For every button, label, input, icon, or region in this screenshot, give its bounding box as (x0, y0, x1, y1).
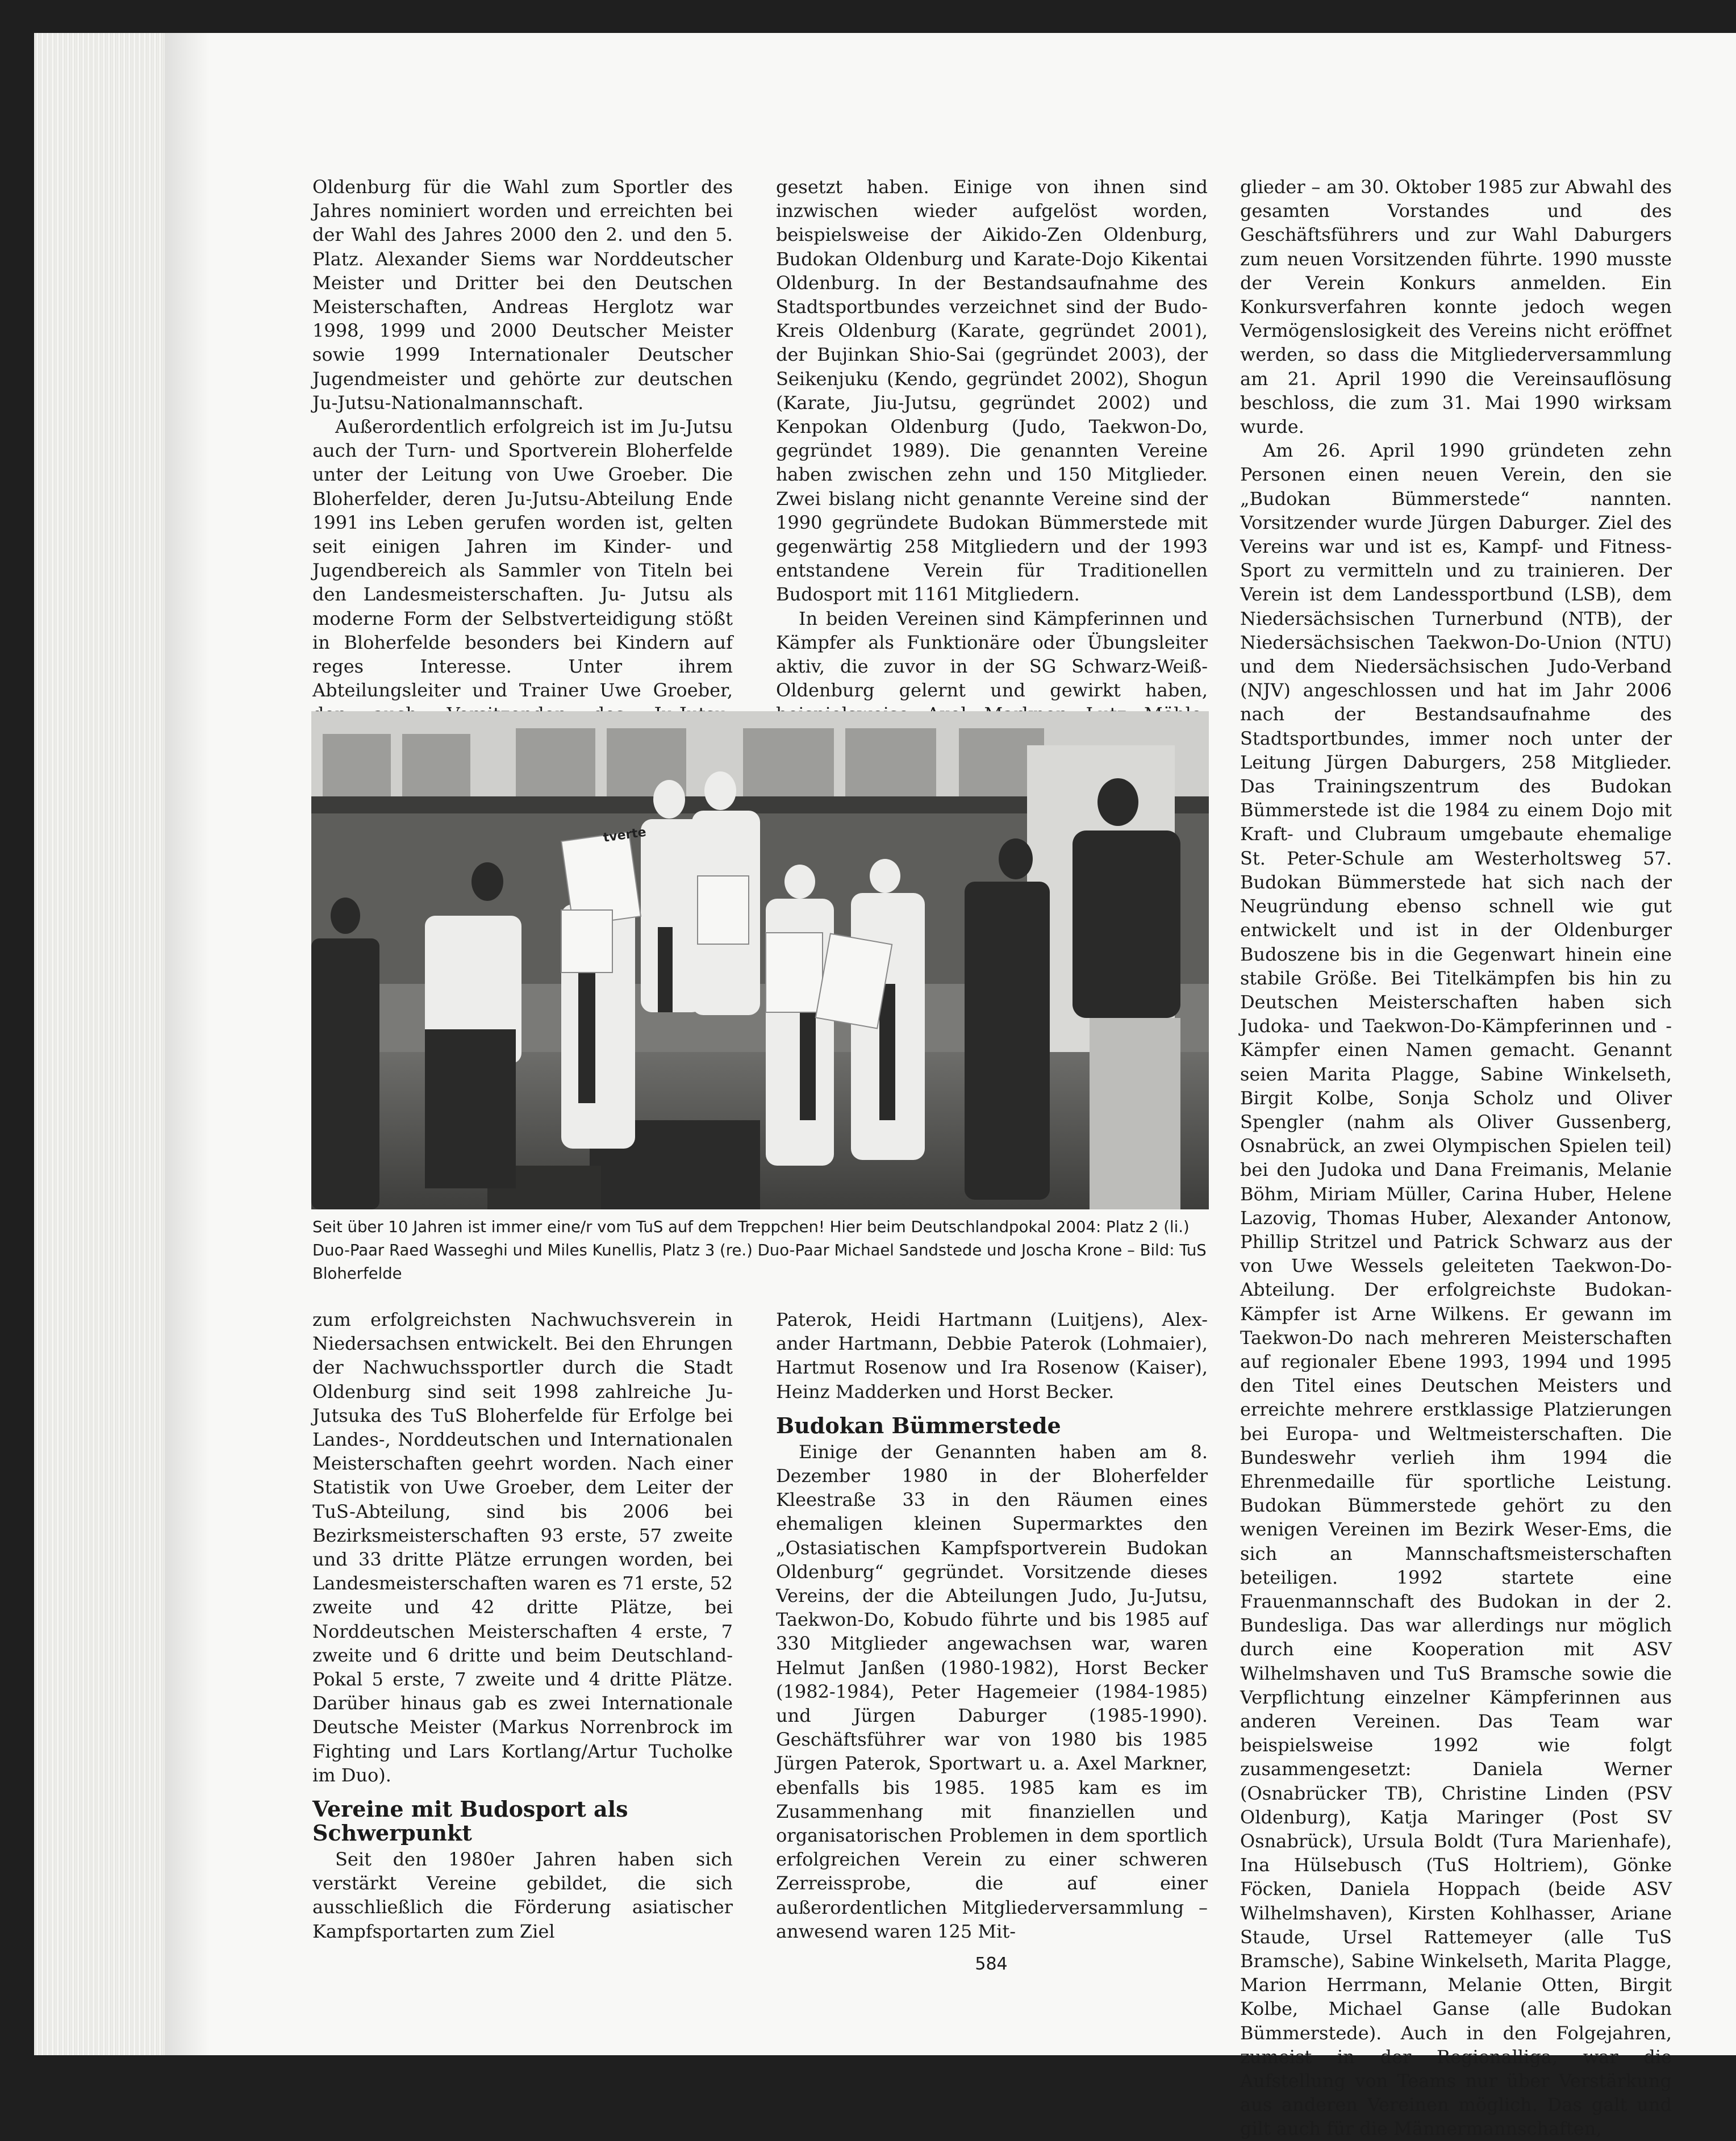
column-2-top (776, 175, 1208, 750)
paragraph: Einige der Genannten haben am 8. Dezember 1980 in der Bloherfelder Kleestraße 33 in den Räumen eines ehemaligen kleinen Supermarktes den „Ostasiatischen Kampfsportverein Budokan Oldenburg“ gegründet. Vorsitzende dieses Vereins, der die Abteilungen Judo, Ju-Jutsu, Taekwon-Do, Kobudo führte und bis 1985 auf 330 Mitglieder angewachsen war, waren Helmut Janßen (1980-1982), Horst Becker (1982-1984), Peter Hagemeier (1984-1985) und Jürgen Daburger (1985-1990). Geschäftsführer war von 1980 bis 1985 Jürgen Paterok, Sportwart u. a. Axel Markner, ebenfalls bis 1985. 1985 kam es im Zusammenhang mit finanziellen und organisatorischen Problemen in dem sportlich erfolgreichen Verein zu einer schweren Zerreissprobe, die auf einer außerordentlichen Mitgliederversammlung – anwesend waren 125 Mit- (776, 1441, 1208, 1942)
paragraph: Außerordentlich erfolgreich ist im Ju-Jutsu auch der Turn- und Sportverein Bloherfelde unter der Leitung von Uwe Groeber. Die Bloherfelder, deren Ju-Jutsu-Abteilung Ende 1991 ins Leben gerufen worden ist, gelten seit einigen Jahren im Kinder- und Jugendbereich als Sammler von Titeln bei den Landesmeisterschaften. Ju- Jutsu als moderne Form der Selbstverteidigung stößt in Bloherfelde besonders bei Kindern auf reges Interesse. Unter ihrem Abteilungsleiter und Trainer Uwe Groeber, (312, 416, 733, 702)
paragraph: Seit den 1980er Jahren haben sich verstärkt Vereine gebildet, die sich ausschließlich die Förderung asiatischer Kampfsportarten zum Ziel (312, 1848, 733, 1942)
photo-illustration (311, 711, 1209, 1209)
gutter-shadow (165, 33, 210, 2055)
book-page-edges (34, 33, 165, 2055)
paragraph: gesetzt haben. Einige von ihnen sind inzwischen wieder aufgelöst worden, beispielsweise der Aikido-Zen Oldenburg, Budokan Oldenburg und Karate-Dojo Kikentai Oldenburg. In der Bestandsaufnahme des Stadtsportbundes verzeichnet sind der Budo-Kreis Oldenburg (Karate, gegründet 2001), der Bujinkan Shio-Sai (gegründet 2003), der Seikenjuku (Kendo, gegründet 2002), Shogun (Karate, Jiu-Jutsu, gegründet 2002) und Kenpokan Oldenburg (Judo, Taekwon-Do, gegründet 1989). Die genannten Vereine haben zwischen zehn und 150 Mitglieder. Zwei bislang nicht genannte Vereine sind der 1990 gegründete Budokan Bümmerstede mit gegenwärtig 258 Mitgliedern und der 1993 entstandene Verein für Traditionellen Budosport mit 1161 Mitgliedern. (776, 176, 1208, 606)
book-page (165, 33, 1736, 2140)
section-heading: Budokan Bümmerstede (776, 1412, 1061, 1438)
paragraph: Am 26. April 1990 gründeten zehn Personen einen neuen Verein, den sie „Budokan Bümmerstede“ nannten. Vorsitzender wurde Jürgen Daburger. Ziel des Vereins war und ist es, Kampf- und Fitness-Sport zu vermitteln und zu trainieren. Der Verein ist dem Landessportbund (LSB), dem Niedersächsischen Turnerbund (NTB), der Niedersächsischen Taekwon-Do-Union (NTU) und dem Niedersächsischen Judo-Verband (NJV) angeschlossen und hat im Jahr 2006 nach der Bestandsaufnahme des Stadtsportbundes, immer noch unter der Leitung Jürgen Daburgers, 258 Mitglieder. Das Trainingszentrum des Budokan Bümmerstede ist die 1984 zu einem Dojo mit Kraft- und Clubraum umgebaute ehemalige St. Peter-Schule am Westerholtsweg 57. Budokan Bümmerstede hat sich nach der Neugründung ebenso schnell wie gut entwickelt und ist in der Oldenburger Budoszene bis in die Gegenwart hinein eine stabile Größe. Bei Titelkämpfen bis hin zu Deutschen Meisterschaften haben sich Judoka- und Taekwon-Do-Kämpferinnen und -Kämpfer einen Namen gemacht. Genannt seien Marita Plagge, Sabine Winkelseth, Birgit Kolbe, Sonja Scholz und Oliver Spengler (nahm als Oliver Gussenberg, Osnabrück, an zwei Olympischen Spielen teil) bei den Judoka und Dana Freimanis, Melanie Böhm, Miriam Müller, Carina Huber, Helene Lazovig, Thomas Huber, Alexander Antonow, Phillip Stritzel und Patrick Schwarz aus der von Uwe Wessels geleiteten Taekwon-Do-Abteilung. Der erfolgreichste Budokan-Kämpfer ist Arne Wilkens. Er gewann im Taekwon-Do nach mehreren Meisterschaften auf regionaler Ebene 1993, 1994 und 1995 den Titel eines Deutschen Meisters und erreichte mehrere erstklassige Platzierungen bei Europa- und Weltmeisterschaften. Die Bundeswehr verlieh ihm 1994 die Ehrenmedaille für sportliche Leistung. Budokan Bümmerstede gehört zu den wenigen Vereinen im Bezirk Weser-Ems, die sich an Mannschaftsmeisterschaften beteiligen. 1992 startete eine Frauenmannschaft des Budokan in der 2. Bundesliga. Das war allerdings nur möglich durch eine Kooperation mit ASV Wilhelmshaven und TuS Bramsche sowie die Verpflichtung einzelner Kämpferinnen aus anderen Vereinen. Das Team war beispielsweise 1992 wie folgt zusammengesetzt: Daniela Werner (Osnabrücker TB), Christine Linden (PSV Oldenburg), Katja Maringer (Post SV Osnabrück), Ursula Boldt (Tura Marienhafe), Ina Hülsebusch (TuS Holtriem), Gönke Föcken, Daniela Hoppach (beide ASV Wilhelmshaven), Kirsten Kohlhasser, Ariane Staude, Ursel Rattemeyer (alle TuS Bramsche), Sabine Winkelseth, Marita Plagge, Marion Herrmann, Melanie Otten, Birgit Kolbe, Michael Ganse (alle Budokan Bümmerstede). Auch in den Folgejahren, zumeist in der Regionalliga, war die Aufstellung von Teams nur über Verstärkung aus anderen Vereinen möglich. Das galt und gilt auch für die Männermannschaften, (1240, 440, 1672, 2140)
banner-text: tverte (602, 825, 648, 845)
paragraph: zum erfolgreichsten Nachwuchsverein in Niedersachsen entwickelt. Bei den Ehrungen der Nachwuchssportler durch die Stadt Oldenburg sind seit 1998 zahlreiche Ju-Jutsuka des TuS Bloherfelde für Erfolge bei Landes-, Norddeutschen und Internationalen Meisterschaften geehrt worden. Nach einer Statistik von Uwe Groeber, dem Leiter der TuS-Abteilung, sind bis 2006 bei Bezirksmeisterschaften 93 erste, 57 zweite und 33 dritte Plätze errungen worden, bei Landesmeisterschaften waren es 71 erste, 52 zweite und 42 dritte Plätze, bei Norddeutschen Meisterschaften 4 erste, 7 zweite und 6 dritte und beim Deutschland-Pokal 5 erste, 7 zweite und 4 dritte Plätze. Darüber hinaus gab es zwei Internationale Deutsche Meister (Markus Norrenbrock im Fighting und Lars Kortlang/Artur Tucholke im Duo). (312, 1309, 733, 1786)
column-1-bottom (312, 1308, 733, 1943)
award-ceremony-photo (311, 711, 1209, 1209)
paragraph: glieder – am 30. Oktober 1985 zur Abwahl des gesamten Vorstandes und des Geschäftsführers und zur Wahl Daburgers zum neuen Vorsitzenden führte. 1990 musste der Verein Konkurs anmelden. Ein Konkursverfahren konnte jedoch wegen Vermögenslosigkeit des Vereins nicht eröffnet werden, so dass die Mitgliederversammlung am 21. April 1990 die Vereinsauflösung beschloss, die zum 31. Mai 1990 wirksam wurde. (1240, 176, 1672, 438)
photo-caption: Seit über 10 Jahren ist immer eine/r vom TuS auf dem Treppchen! Hier beim Deutschlandpokal 2004: Platz 2 (li.) Duo-Paar Raed Wasseghi und Miles Kunellis, Platz 3 (re.) Duo-Paar Michael Sandstede und Joscha Krone – Bild: TuS Bloherfelde (312, 1218, 1207, 1283)
paragraph: In beiden Vereinen sind Kämpferinnen und Kämpfer als Funktionäre oder Übungsleiter aktiv, die zuvor in der SG Schwarz-Weiß-Oldenburg gelernt und gewirkt haben, (776, 607, 1208, 702)
section-heading: Vereine mit Budosport als Schwerpunkt (312, 1796, 628, 1846)
column-2-bottom (776, 1308, 1208, 1943)
paragraph: Paterok, Heidi Hartmann (Luitjens), Alex-ander Hartmann, Debbie Paterok (Lohmaier), Hartmut Rosenow und Ira Rosenow (Kaiser), Heinz Madderken und Horst Becker. (776, 1309, 1208, 1403)
column-1-top (312, 175, 733, 774)
column-3 (1240, 175, 1672, 2141)
page-number: 584 (975, 1954, 1008, 1974)
paragraph: Oldenburg für die Wahl zum Sportler des Jahres nominiert worden und erreichten bei der Wahl des Jahres 2000 den 2. und den 5. Platz. Alexander Siems war Norddeutscher Meister und Dritter bei den Deutschen Meisterschaften, Andreas Herglotz war 1998, 1999 und 2000 Deutscher Meister sowie 1999 Internationaler Deutscher Jugendmeister und gehörte zur deutschen Ju-Jutsu-Nationalmannschaft. (312, 176, 733, 414)
